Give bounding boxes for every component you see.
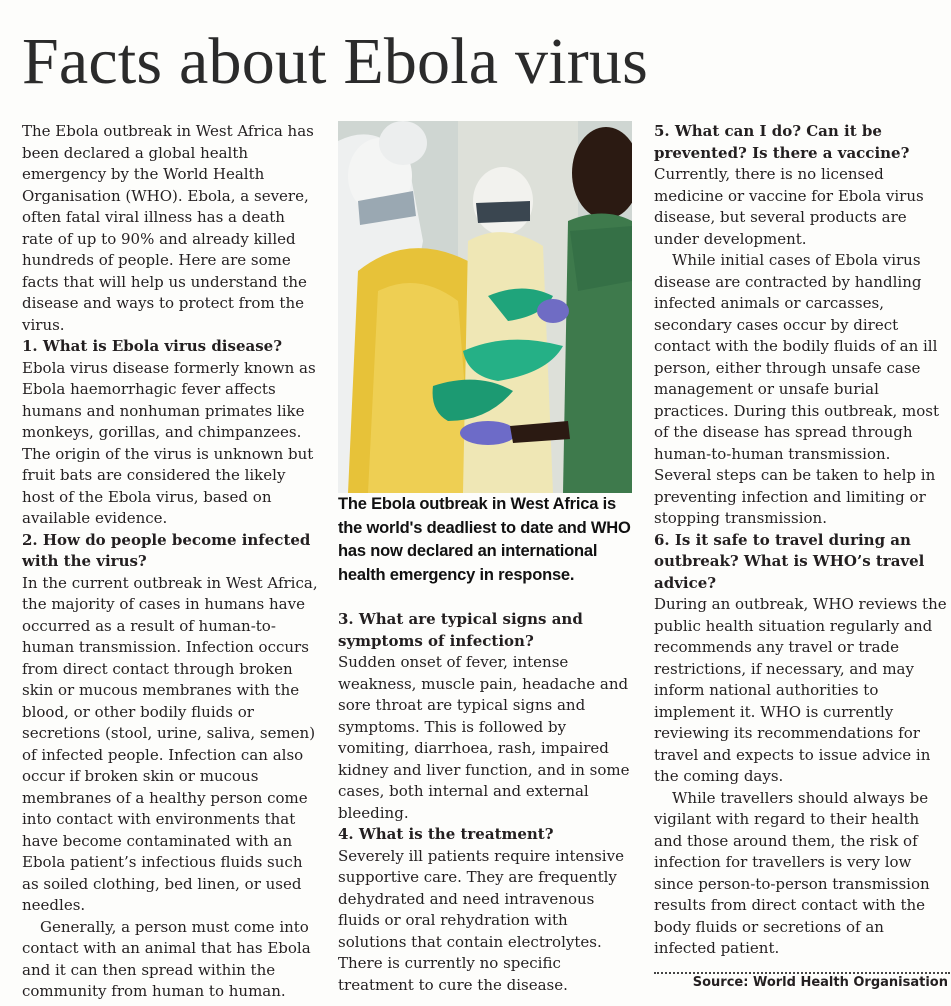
answer-5-paragraph: Currently, there is no licensed medicine or vaccine for Ebola virus disease, but several products are under development.	[654, 165, 924, 248]
answer-5-continued-paragraph: While initial cases of Ebola virus disease are contracted by handling infected animals or carcasses, secondary cases occur by direct contact with the bodily fluids of an ill person, either through unsafe case management or unsafe burial practices. During this outbreak, most of the disease has spread through human-to-human transmission. Several steps can be taken to help in preventing infection and limiting or stopping transmission.	[654, 251, 940, 527]
question-5-heading: 5. What can I do? Can it be prevented? Is there a vaccine?	[654, 122, 910, 162]
article-column-3	[654, 121, 950, 992]
health-workers-photo-illustration	[338, 121, 632, 493]
answer-6-paragraph: During an outbreak, WHO reviews the public health situation regularly and recommends any travel or trade restrictions, if necessary, and may inform national authorities to implement it. WHO is currently reviewing its recommendations for travel and expects to issue advice in the coming days.	[654, 595, 947, 785]
health-workers-photo	[338, 121, 632, 493]
answer-2-continued-paragraph: Generally, a person must come into contact with an animal that has Ebola and it can then spread within the community from human to human.	[22, 917, 311, 1000]
article-column-1	[22, 121, 318, 1003]
question-4-heading: 4. What is the treatment?	[338, 825, 554, 843]
source-credit: Source: World Health Organisation	[692, 974, 948, 990]
photo-caption: The Ebola outbreak in West Africa is the world's deadliest to date and WHO has now declared an international health emergency in response.	[338, 495, 631, 584]
answer-1-paragraph: Ebola virus disease formerly known as Ebola haemorrhagic fever affects humans and nonhuman primates like monkeys, gorillas, and chimpanzees. The origin of the virus is unknown but fruit bats are considered the likely host of the Ebola virus, based on available evidence.	[22, 358, 316, 527]
answer-3-paragraph: Sudden onset of fever, intense weakness, muscle pain, headache and sore throat are typical signs and symptoms. This is followed by vomiting, diarrhoea, rash, impaired kidney and liver function, and in some cases, both internal and external bleeding.	[338, 653, 630, 822]
answer-2-paragraph: In the current outbreak in West Africa, the majority of cases in humans have occurred as a result of human-to-human transmission. Infection occurs from direct contact through broken skin or mucous membranes with the blood, or other bodily fluids or secretions (stool, urine, saliva, semen) of infected people. Infection can also occur if broken skin or mucous membranes of a healthy person come into contact with environments that have become contaminated with an Ebola patient’s infectious fluids such as soiled clothing, bed linen, or used needles.	[22, 573, 318, 914]
article-column-2	[338, 121, 632, 996]
caption-spacer	[338, 587, 632, 609]
question-2-heading: 2. How do people become infected with the virus?	[22, 530, 311, 570]
answer-4-paragraph: Severely ill patients require intensive supportive care. They are frequently dehydrated and need intravenous fluids or oral rehydration with solutions that contain electrolytes. There is currently no specific treatment to cure the disease.	[338, 846, 624, 994]
question-3-heading: 3. What are typical signs and symptoms of infection?	[338, 610, 583, 650]
answer-6-continued-paragraph: While travellers should always be vigilant with regard to their health and those around them, the risk of infection for travellers is very low since person-to-person transmission results from direct contact with the body fluids or secretions of an infected patient.	[654, 788, 930, 957]
intro-paragraph: The Ebola outbreak in West Africa has been declared a global health emergency by the World Health Organisation (WHO). Ebola, a severe, often fatal viral illness has a death rate of up to 90% and already killed hundreds of people. Here are some facts that will help us understand the disease and ways to protect from the virus.	[22, 122, 314, 334]
question-6-heading: 6. Is it safe to travel during an outbreak? What is WHO’s travel advice?	[654, 530, 925, 592]
headline: Facts about Ebola virus	[22, 25, 648, 98]
question-1-heading: 1. What is Ebola virus disease?	[22, 337, 282, 355]
